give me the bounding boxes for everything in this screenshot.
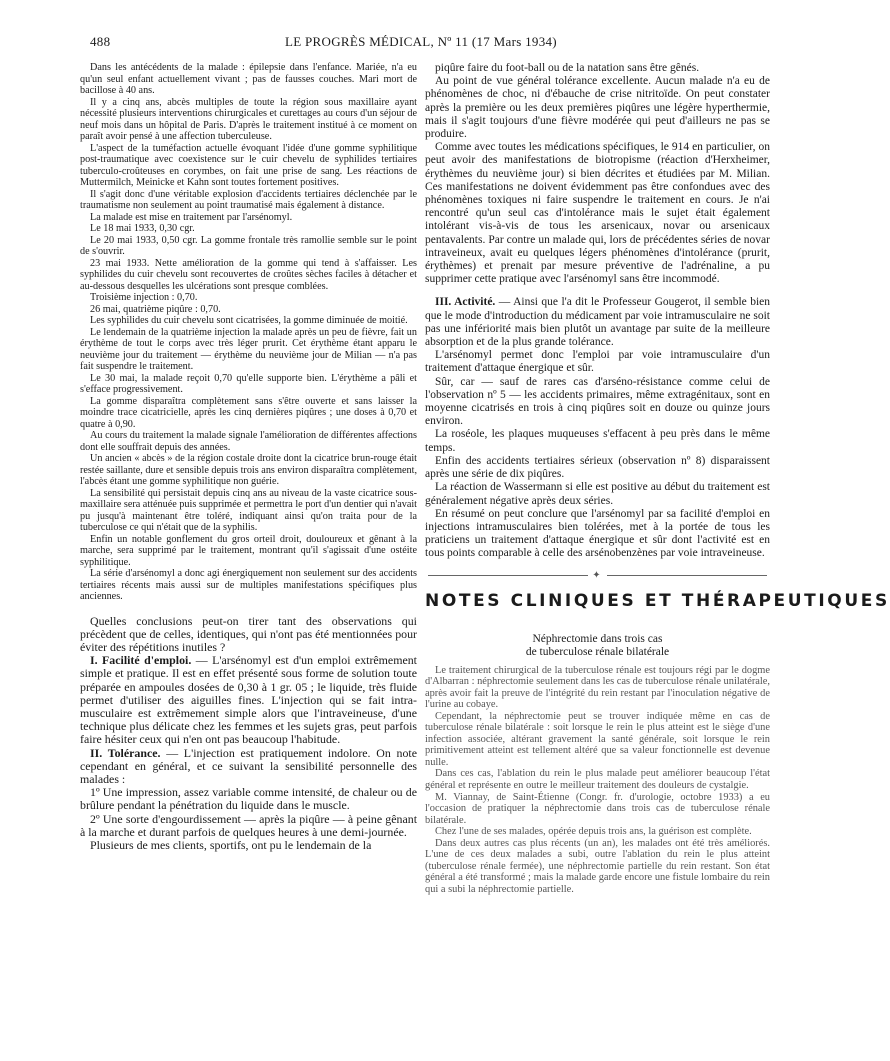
paragraph-text: Plusieurs de mes clients, sportifs, ont pu le lendemain de la <box>90 837 372 852</box>
paragraph-text: — Ainsi que l'a dit le Professeur Gougerot, il semble bien que le mode d'introduction du médicament par voie intramusculaire ne soit pas une infériorité mais bien plutôt un avantage par suite de la meilleure absorption et de la plus grande tolérance. <box>425 296 770 349</box>
paragraph-text: La roséole, les plaques muqueuses s'effacent à peu près dans le même temps. <box>425 428 770 454</box>
paragraph: Dans ces cas, l'ablation du rein le plus malade peut améliorer beaucoup l'état général et représente en outre le meilleur traitement des douleurs de cystalgie. <box>425 768 770 791</box>
paragraph: 26 mai, quatrième piqûre : 0,70. <box>90 303 221 315</box>
right-column <box>425 62 890 895</box>
section-divider: ✦ <box>425 570 770 581</box>
tolerance-continuation <box>425 62 770 286</box>
paragraph: Dans les antécédents de la malade : épilepsie dans l'enfance. Mariée, n'a eu qu'un seul enfant actuellement vivant ; pas de fausses couches. Mari mort de bacillose à 40 ans. <box>80 62 417 96</box>
paragraph: Le traitement chirurgical de la tuberculose rénale est toujours régi par le dogme d'Albarran : néphrectomie seulement dans les cas de tuberculose rénale unilatérale, après avoir fait la preuve de l'intégrité du rein restant par l'inoculation négative de l'urine au cobaye. <box>425 664 770 711</box>
paragraph-text: Quelles conclusions peut-on tirer tant des observations qui précèdent que de celles, identiques, qui n'ont pas été mentionnées pour éviter des répétitions inutiles ? <box>80 613 417 654</box>
article-title-line-2: de tuberculose rénale bilatérale <box>525 645 670 658</box>
paragraph <box>425 75 770 141</box>
paragraph: Un ancien « abcès » de la région costale droite dont la cicatrice brun-rouge était restée saillante, dure et sensible depuis trois ans environ disparaîtra complètement, l'abcès étant une gomme syphilitique non guérie. <box>80 453 417 487</box>
paragraph <box>425 508 770 561</box>
paragraph-text: — L'injection est pratiquement indolore. On note cependant en général, et ce suivant la sensibilité personnelle des malades : <box>80 745 417 786</box>
paragraph <box>80 615 417 655</box>
paragraph: Troisième injection : 0,70. <box>90 292 198 303</box>
paragraph: Au cours du traitement la malade signale l'amélioration de différentes affections dont elle souffrait depuis des années. <box>80 430 417 453</box>
paragraph <box>80 839 417 852</box>
paragraph: La sensibilité qui persistait depuis cinq ans au niveau de la vaste cicatrice sous-maxillaire sera atténuée puis supprimée et permettra le port d'un dentier qui n'avait pu jusqu'à maintenant être toléré, indiquant ainsi qu'on traita pour de la tuberculose ce qui n'était que de la syphilis. <box>80 487 417 533</box>
paragraph-text: En résumé on peut conclure que l'arsénomyl par sa facilité d'emploi en injections intramusculaires bien tolérées, met à la portée de tous les praticiens un traitement d'attaque énergique et sûr dont l'activité est en tous points comparable à celle des arsénobenzènes par voie intraveineuse. <box>425 507 770 560</box>
paragraph <box>425 62 770 75</box>
article-title <box>425 633 770 659</box>
paragraph-text: — L'arsénomyl est d'un emploi extrêmement simple et pratique. Il est en effet présenté sous forme de solution toute préparée en ampoules dosées de 0,30 à 1 gr. 05 ; le liquide, très fluide permet d'utiliser des aiguilles fines. L'injection qui se fait intra-musculaire est extrêmement simple alors que l'intraveineuse, d'une technique plus délicate chez les femmes et les sujets gras, peut parfois faire hésiter ceux qui n'en ont pas beaucoup l'habitude. <box>80 653 417 747</box>
paragraph <box>425 428 770 454</box>
paragraph: Il y a cinq ans, abcès multiples de toute la région sous maxillaire ayant nécessité plusieurs interventions chirurgicales et curettages au cours d'un séjour de neuf mois dans un hôpital de Paris. D'après le traitement institué à ce moment on paraît avoir pensé à une affection tuberculeuse. <box>80 96 417 142</box>
paragraph <box>80 747 417 787</box>
section-lead: II. Tolérance. <box>90 745 161 760</box>
case-report <box>80 62 417 603</box>
paragraph <box>80 813 417 839</box>
paragraph: Cependant, la néphrectomie peut se trouver indiquée même en cas de tuberculose rénale bilatérale : soit lorsque le rein le plus atteint est le siège d'une infection associée, altérant gravement la santé générale, soit lorsque le rein primitivement atteint est tellement altéré que sa valeur fonctionnelle est devenue nulle. <box>425 710 770 768</box>
paragraph: La malade est mise en traitement par l'arsénomyl. <box>90 211 293 223</box>
paragraph <box>425 349 770 375</box>
paragraph: La gomme disparaîtra complètement sans s'être ouverte et sans laisser la moindre trace cicatricielle, après les cinq dernières piqûres ; une doses à 0,70 et quatre à 0,90. <box>80 395 417 430</box>
section-title: NOTES CLINIQUES ET THÉRAPEUTIQUES <box>425 590 890 611</box>
paragraph: Le 20 mai 1933, 0,50 cgr. La gomme frontale très ramollie semble sur le point de s'ouvrir. <box>80 234 417 257</box>
left-column <box>80 62 417 852</box>
running-header <box>90 34 770 54</box>
paragraph: Enfin un notable gonflement du gros orteil droit, douloureux et gênant à la marche, sera supprimé par le traitement, montrant qu'il s'agissait d'une ostéite syphilitique. <box>80 533 417 568</box>
paragraph <box>425 141 770 286</box>
activity-section <box>425 296 770 560</box>
paragraph <box>425 376 770 429</box>
section-lead: I. Facilité d'emploi. <box>90 653 192 668</box>
paragraph: Dans deux autres cas plus récents (un an), les malades ont été très améliorés. L'une de ces deux malades a subi, outre l'ablation du rein le plus atteint (tuberculose rénale fermée), une néphrectomie partielle du rein restant. Son état général a été transformé ; mais la malade garde encore une fistule lombaire du rein qui a subi la néphrectomie partielle. <box>425 837 770 895</box>
paragraph-text: 2º Une sorte d'engourdissement — après la piqûre — à peine gênant à la marche et durant parfois de quelques heures à une demi-journée. <box>80 811 417 839</box>
paragraph <box>425 296 770 349</box>
conclusions-text <box>80 615 417 853</box>
paragraph: La série d'arsénomyl a donc agi énergiquement non seulement sur des accidents tertiaires récents mais aussi sur de multiples manifestations spécifiques plus anciennes. <box>80 568 417 602</box>
paragraph: 23 mai 1933. Nette amélioration de la gomme qui tend à s'affaisser. Les syphilides du cuir chevelu sont recouvertes de croûtes sèches faciles à détacher et au-dessous desquelles les ulcérations sont presque comblées. <box>80 257 417 292</box>
paragraph-text: Sûr, car — sauf de rares cas d'arséno-résistance comme celui de l'observation nº 5 — les accidents primaires, même extragénitaux, sont en moyenne cicatrisés en trois à cinq piqûres soit en douze ou quinze jours environ. <box>425 375 770 428</box>
paragraph: Le 18 mai 1933, 0,30 cgr. <box>90 223 195 234</box>
paragraph-text: Comme avec toutes les médications spécifiques, le 914 en particulier, on peut avoir des manifestations de biotropisme (réaction d'Herxheimer, érythèmes du neuvième jour) si bien décrites et étudiées par M. Milian. Ces manifestations ne doivent évidemment pas être confondues avec des phénomènes toxiques ni faire suspendre le traitement en cours. Je n'ai rencontré qu'un seul cas d'intolérance mais le sujet était également intolérant vis-à-vis de tous les arsenicaux, novar ou arsenicaux pentavalents. Par contre un malade qui, lors de précédentes séries de novar intraveineux, avait eu quelques légers phénomènes d'intolérance (prurit, érythèmes) et prenait par mesure préventive de l'adrénaline, a pu supprimer cette pratique avec l'arsénomyl sans être incommodé. <box>425 141 770 286</box>
paragraph <box>425 455 770 481</box>
paragraph: Le 30 mai, la malade reçoit 0,70 qu'elle supporte bien. L'érythème a pâli et s'efface progressivement. <box>80 372 417 395</box>
paragraph <box>425 481 770 507</box>
journal-title: LE PROGRÈS MÉDICAL, Nº 11 (17 Mars 1934) <box>285 34 557 49</box>
paragraph: Chez l'une de ses malades, opérée depuis trois ans, la guérison est complète. <box>435 826 752 838</box>
paragraph-text: L'arsénomyl permet donc l'emploi par voie intramusculaire d'un traitement d'attaque énergique et sûr. <box>425 349 770 375</box>
paragraph-text: piqûre faire du foot-ball ou de la natation sans être gênés. <box>435 62 700 74</box>
paragraph-text: Enfin des accidents tertiaires sérieux (observation nº 8) disparaissent après une série de dix piqûres. <box>425 454 770 481</box>
article-body <box>425 665 770 896</box>
paragraph <box>80 786 417 812</box>
article-title-line-1: Néphrectomie dans trois cas <box>532 632 663 645</box>
paragraph: M. Viannay, de Saint-Étienne (Congr. fr. d'urologie, octobre 1933) a eu l'occasion de pratiquer la néphrectomie dans trois cas de tuberculose rénale bilatérale. <box>425 791 770 826</box>
paragraph <box>80 654 417 746</box>
paragraph-text: Au point de vue général tolérance excellente. Aucun malade n'a eu de phénomènes de choc, ni d'ébauche de crise nitritoïde. On peut constater après la première ou les deux premières piqûres une légère hyperthermie, mais il s'agit toujours d'une fièvre modérée qui peut d'ailleurs ne pas se produire. <box>425 75 770 141</box>
section-lead: III. Activité. <box>435 296 496 309</box>
page-number: 488 <box>90 34 111 49</box>
paragraph-text: La réaction de Wassermann si elle est positive au début du traitement est généralement négative après deux séries. <box>425 481 770 507</box>
paragraph: Le lendemain de la quatrième injection la malade après un peu de fièvre, fait un érythème de tout le corps avec très léger prurit. Cet érythème étant apparu le neuvième jour du traitement — érythème du neuvième jour de Milian — n'a pas fait suspendre le traitement. <box>80 326 417 372</box>
paragraph-text: 1º Une impression, assez variable comme intensité, de chaleur ou de brûlure pendant la pénétration du liquide dans le muscle. <box>80 785 417 813</box>
paragraph: Il s'agit donc d'une véritable explosion d'accidents tertiaires déclenchée par le traumatisme non seulement au point traumatisé mais également à distance. <box>80 188 417 211</box>
paragraph: Les syphilides du cuir chevelu sont cicatrisées, la gomme diminuée de moitié. <box>90 315 408 326</box>
paragraph: L'aspect de la tuméfaction actuelle évoquant l'idée d'une gomme syphilitique post-traumatique avec coexistence sur le cuir chevelu de syphilides tertiaires tuberculo-croûteuses en corymbes, on fait une prise de sang. Les réactions de Muttermilch, Meinicke et Kahn sont toutes fortement positives. <box>80 142 417 188</box>
